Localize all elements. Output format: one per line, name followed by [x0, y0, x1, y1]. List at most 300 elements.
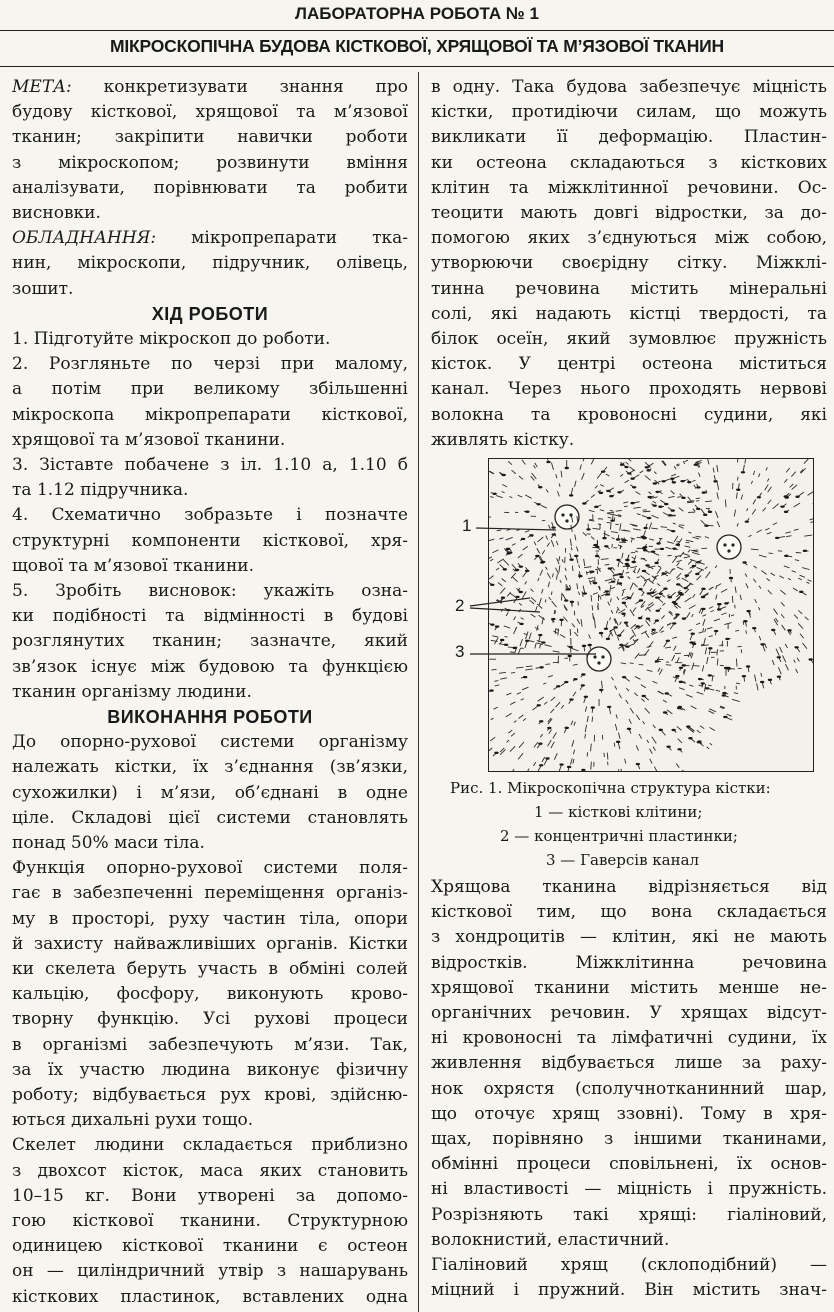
osteocyte-process [641, 558, 645, 559]
osteocyte-process [621, 769, 622, 772]
osteocyte-process [677, 726, 682, 730]
bone-cell [643, 546, 647, 548]
osteocyte-process [709, 636, 713, 637]
bone-cell [671, 530, 675, 532]
osteocyte-process [620, 523, 621, 530]
bone-cell [708, 674, 712, 676]
bone-cell [646, 617, 650, 619]
osteocyte-process [506, 612, 508, 616]
osteocyte-process [715, 565, 717, 568]
osteocyte-process [605, 579, 612, 581]
bone-cell [564, 599, 568, 601]
text-line: структурні компоненти кісткової, хря- [12, 530, 408, 551]
osteocyte-process [708, 459, 709, 464]
osteocyte-process [659, 626, 663, 631]
osteocyte-process [597, 472, 602, 478]
osteocyte-process [525, 495, 532, 498]
osteocyte-process [551, 742, 554, 748]
bone-cell [671, 729, 675, 731]
bone-cell [768, 679, 772, 681]
osteocyte-process [575, 535, 576, 541]
osteocyte-process [807, 580, 811, 582]
osteocyte-process [546, 489, 548, 492]
osteocyte-process [639, 734, 642, 739]
osteocyte-process [610, 617, 611, 620]
osteocyte-process [545, 567, 547, 570]
osteocyte-process [692, 552, 699, 554]
osteocyte-process [667, 594, 669, 596]
osteocyte-process [601, 681, 602, 688]
osteocyte-process [511, 733, 515, 736]
osteocyte-process [705, 536, 709, 538]
bone-cell [584, 696, 588, 698]
osteocyte-process [544, 702, 547, 705]
osteocyte-process [717, 658, 718, 665]
osteocyte-process [556, 568, 559, 574]
osteocyte-process [678, 739, 682, 743]
osteocyte-process [578, 601, 579, 605]
bone-cell [539, 720, 543, 722]
bone-cell [642, 695, 646, 697]
osteocyte-process [585, 734, 586, 739]
bone-cell [567, 766, 571, 768]
osteocyte-process [660, 527, 666, 528]
osteocyte-process [767, 479, 769, 482]
canal-detail [593, 655, 596, 658]
osteocyte-process [591, 459, 594, 464]
text-line: а потім при великому збільшенні [12, 379, 408, 400]
osteocyte-process [537, 548, 540, 553]
bone-cell [698, 678, 702, 680]
lab-subtitle: МІКРОСКОПІЧНА БУДОВА КІСТКОВОЇ, ХРЯЩОВОЇ ТА М’ЯЗОВОЇ ТКАНИН [109, 36, 724, 56]
osteocyte-process [663, 700, 667, 702]
bone-cell [677, 707, 681, 709]
osteocyte-process [667, 580, 670, 582]
text-line: будову кісткової, хрящової та м’язової [12, 102, 408, 123]
bone-cell [643, 527, 647, 529]
osteocyte-process [677, 560, 682, 561]
osteocyte-process [630, 708, 633, 713]
osteocyte-process [535, 643, 536, 648]
bone-cell [722, 692, 726, 694]
text-line: 1. Підготуйте мікроскоп до роботи. [12, 329, 331, 349]
osteocyte-process [556, 474, 557, 478]
bone-cell [645, 466, 649, 468]
bone-cell [605, 590, 609, 592]
osteocyte-process [531, 614, 536, 617]
osteocyte-process [707, 657, 708, 664]
osteocyte-process [628, 577, 630, 579]
bone-cell [746, 665, 750, 667]
bone-cell [599, 632, 603, 634]
osteocyte-process [752, 509, 756, 514]
bone-cell [564, 681, 568, 683]
bone-cell [569, 494, 573, 496]
osteocyte-process [768, 487, 772, 493]
osteocyte-process [616, 609, 617, 613]
osteocyte-process [712, 676, 713, 681]
osteocyte-process [630, 583, 633, 590]
osteocyte-process [694, 485, 696, 489]
osteocyte-process [573, 750, 574, 754]
bone-cell [703, 514, 707, 516]
bone-cell [665, 692, 669, 694]
osteocyte-process [716, 595, 717, 600]
bone-cell [636, 763, 640, 765]
bone-cell [610, 519, 614, 521]
osteocyte-process [499, 672, 506, 673]
osteocyte-process [708, 685, 712, 686]
osteocyte-process [658, 691, 664, 694]
osteocyte-process [579, 565, 580, 568]
osteocyte-process [624, 506, 628, 507]
osteocyte-process [575, 481, 577, 487]
canal-detail [727, 549, 730, 552]
osteocyte-process [593, 528, 601, 529]
osteocyte-process [633, 529, 641, 530]
osteocyte-process [524, 633, 527, 634]
osteocyte-process [780, 590, 785, 594]
bone-cell [521, 538, 525, 540]
osteocyte-process [636, 715, 640, 720]
osteocyte-process [600, 485, 604, 487]
osteocyte-process [518, 648, 520, 654]
osteocyte-process [580, 464, 581, 469]
osteocyte-process [589, 510, 595, 511]
osteocyte-process [551, 463, 553, 470]
osteocyte-process [696, 498, 700, 499]
osteocyte-process [551, 697, 555, 701]
osteocyte-process [564, 605, 568, 611]
osteocyte-process [721, 613, 726, 615]
osteocyte-process [585, 725, 586, 732]
osteocyte-process [788, 578, 791, 579]
bone-cell [680, 480, 684, 482]
bone-cell [745, 520, 749, 522]
osteocyte-process [797, 658, 799, 662]
text-line: ОБЛАДНАННЯ: мікропрепарати тка- [12, 228, 408, 249]
osteocyte-process [692, 480, 695, 481]
osteocyte-process [667, 710, 672, 714]
title-rule [0, 30, 834, 31]
bone-cell [708, 647, 712, 649]
osteocyte-process [555, 628, 556, 633]
text-line: кісткових пластинок, вставлених одна [12, 1286, 408, 1307]
osteocyte-process [542, 589, 543, 593]
text-line: помогою яких з’єднуються між собою, [431, 228, 827, 249]
osteocyte-process [616, 510, 622, 511]
bone-cell [489, 689, 493, 691]
figure-legend-3: 3 — Гаверсів канал [546, 851, 700, 869]
text-line: органічних речовин. У хрящах відсут- [431, 1003, 827, 1023]
osteocyte-process [651, 515, 658, 518]
bone-cell [568, 655, 572, 657]
bone-cell [495, 625, 499, 627]
osteocyte-process [601, 559, 609, 560]
bone-cell [606, 638, 610, 640]
osteocyte-process [798, 610, 802, 614]
osteocyte-process [759, 636, 760, 640]
bone-cell [504, 644, 508, 646]
osteocyte-process [519, 742, 524, 748]
osteocyte-process [489, 748, 492, 752]
osteocyte-process [688, 560, 692, 565]
osteocyte-process [665, 547, 671, 549]
osteocyte-process [547, 543, 550, 547]
osteocyte-process [583, 459, 584, 461]
osteocyte-process [592, 605, 593, 610]
bone-cell [616, 559, 620, 561]
canal-detail [597, 661, 600, 664]
osteocyte-process [713, 468, 714, 473]
osteocyte-process [610, 585, 611, 593]
text-line: в одну. Така будова забезпечує міцність [431, 77, 827, 97]
bone-cell [551, 526, 555, 528]
bone-cell [569, 698, 573, 700]
text-line: та 1.12 підручника. [12, 480, 189, 501]
osteocyte-process [540, 570, 543, 576]
bone-cell [701, 588, 705, 590]
osteocyte-process [593, 613, 594, 619]
bone-cell [539, 666, 543, 668]
osteocyte-process [691, 550, 698, 551]
bone-cell [625, 645, 629, 647]
osteocyte-process [685, 597, 692, 601]
osteocyte-process [633, 639, 635, 642]
osteocyte-process [522, 687, 528, 690]
figure-legend-2: 2 — концентричні пластинки; [500, 827, 738, 845]
bone-cell [722, 694, 726, 696]
osteocyte-process [548, 582, 549, 587]
bone-cell [760, 681, 764, 683]
osteocyte-process [510, 593, 516, 598]
osteocyte-process [634, 568, 635, 572]
osteocyte-process [560, 580, 561, 583]
text-line: клітин та міжклітинної речовини. Ос- [431, 177, 827, 198]
text-line: одиницею кісткової тканини є остеон [12, 1236, 408, 1257]
osteocyte-process [772, 660, 774, 665]
bone-cell [609, 495, 613, 497]
osteocyte-process [810, 522, 813, 523]
osteocyte-process [549, 730, 552, 734]
text-line: он — циліндричний утвір з нашарувань [12, 1261, 408, 1282]
osteocyte-process [810, 519, 814, 520]
osteocyte-process [525, 769, 529, 772]
osteocyte-process [650, 749, 653, 754]
bone-cell [588, 644, 592, 646]
osteocyte-process [792, 485, 797, 490]
osteocyte-process [683, 461, 685, 464]
osteocyte-process [759, 586, 761, 589]
osteocyte-process [492, 636, 498, 637]
osteocyte-process [658, 668, 660, 672]
bone-cell [672, 622, 676, 624]
bone-cell [659, 729, 663, 731]
osteocyte-process [676, 573, 681, 578]
osteocyte-process [514, 616, 516, 620]
text-line: викликати її деформацію. Пластин- [431, 127, 827, 148]
text-line: кістки, протидіючи силам, що можуть [431, 102, 827, 123]
bone-cell [651, 629, 655, 631]
bone-cell [513, 647, 517, 649]
osteocyte-process [594, 617, 596, 623]
osteocyte-process [697, 576, 701, 581]
text-line: кісткової тим, що вона складається [431, 902, 827, 923]
osteocyte-process [493, 707, 497, 709]
text-line: Гіаліновий хрящ (склоподібний) — [431, 1255, 827, 1275]
text-line: кісток. У центрі остеона міститься [431, 354, 827, 375]
osteocyte-process [703, 628, 704, 631]
text-line: ки остеона складаються з кісткових [431, 152, 827, 173]
osteocyte-process [540, 644, 541, 648]
osteocyte-process [689, 605, 696, 609]
osteocyte-process [657, 568, 661, 574]
text-line: Розрізняють такі хрящі: гіаліновий, [431, 1204, 827, 1225]
osteocyte-process [697, 692, 704, 694]
osteocyte-process [793, 588, 798, 591]
bone-cell [746, 610, 750, 612]
osteocyte-process [674, 536, 678, 542]
bone-cell [619, 576, 623, 578]
osteocyte-process [615, 686, 617, 690]
text-line: Скелет людини складається приблизно [12, 1135, 408, 1156]
osteocyte-process [522, 592, 526, 599]
bone-cell [741, 471, 745, 473]
bone-cell [663, 588, 667, 590]
osteocyte-process [520, 639, 523, 646]
osteocyte-process [754, 674, 755, 681]
osteocyte-process [498, 583, 503, 586]
text-line: обмінні процеси сповільнені, їх основ- [431, 1154, 827, 1175]
bone-cell [680, 593, 684, 595]
osteocyte-process [521, 618, 524, 620]
bone-cell [519, 565, 523, 567]
bone-cell [606, 593, 610, 595]
osteocyte-process [636, 492, 641, 495]
osteocyte-process [544, 645, 551, 647]
bone-cell [799, 591, 803, 593]
osteocyte-process [790, 484, 794, 488]
osteocyte-process [634, 693, 637, 696]
osteocyte-process [584, 559, 585, 566]
osteocyte-process [542, 757, 545, 762]
osteocyte-process [549, 597, 551, 600]
osteocyte-process [717, 649, 718, 655]
bone-cell [724, 602, 728, 604]
canal-detail [565, 519, 568, 522]
osteocyte-process [671, 474, 676, 476]
osteocyte-process [737, 459, 738, 462]
bone-cell [651, 551, 655, 553]
osteocyte-process [559, 565, 560, 572]
bone-cell [664, 503, 668, 505]
osteocyte-process [618, 769, 619, 772]
osteocyte-process [492, 550, 498, 553]
text-line: 5. Зробіть висновок: укажіть озна- [12, 581, 408, 601]
osteocyte-process [591, 744, 592, 752]
osteocyte-process [630, 624, 635, 628]
osteocyte-process [489, 576, 493, 579]
osteocyte-process [606, 474, 610, 476]
osteocyte-process [650, 588, 652, 591]
bone-cell [646, 469, 650, 471]
osteocyte-process [551, 592, 552, 595]
osteocyte-process [803, 643, 807, 649]
text-line: 2. Розгляньте по черзі при малому, [12, 354, 408, 375]
osteocyte-process [561, 471, 562, 477]
osteocyte-process [600, 510, 604, 511]
osteocyte-process [591, 762, 592, 770]
osteocyte-process [674, 605, 678, 608]
osteocyte-process [680, 552, 684, 557]
osteocyte-process [709, 587, 713, 590]
osteocyte-process [591, 595, 592, 602]
osteocyte-process [531, 476, 535, 480]
osteocyte-process [518, 495, 522, 497]
osteocyte-process [707, 627, 713, 629]
osteocyte-process [530, 600, 535, 604]
bone-cell [752, 627, 756, 629]
osteocyte-process [758, 473, 759, 477]
osteocyte-process [556, 574, 557, 579]
osteocyte-process [756, 530, 761, 533]
osteocyte-process [542, 520, 545, 521]
text-line: зошит. [12, 278, 74, 299]
osteocyte-process [572, 740, 574, 747]
osteocyte-process [611, 538, 614, 539]
bone-cell [503, 568, 507, 570]
osteocyte-process [557, 558, 559, 564]
bone-cell [616, 538, 620, 540]
osteocyte-process [671, 490, 675, 494]
text-line: понад 50% маси тіла. [12, 833, 205, 853]
osteocyte-process [727, 714, 732, 716]
text-line: 4. Схематично зобразьте і позначте [12, 505, 408, 526]
osteocyte-process [555, 533, 556, 537]
bone-cell [663, 711, 667, 713]
bone-cell [581, 684, 585, 686]
osteocyte-process [687, 502, 694, 503]
text-line: тинна речовина містить мінеральні [431, 278, 827, 299]
osteocyte-process [765, 484, 769, 490]
bone-cell [771, 629, 775, 631]
osteocyte-process [768, 590, 772, 594]
osteocyte-process [687, 612, 690, 617]
osteocyte-process [657, 584, 660, 586]
osteocyte-process [512, 470, 516, 474]
haversian-canal [555, 505, 579, 529]
osteocyte-process [641, 576, 646, 580]
text-line: канал. Через нього проходять нервові [431, 379, 827, 400]
osteocyte-process [705, 629, 706, 632]
bone-cell [545, 757, 549, 759]
bone-cell [705, 687, 709, 689]
osteocyte-process [613, 577, 615, 580]
osteocyte-process [560, 635, 565, 638]
text-line: ки скелета беруть участь в обміні солей [12, 959, 408, 979]
osteocyte-process [496, 496, 503, 498]
bone-cell [681, 497, 685, 499]
osteocyte-process [557, 491, 559, 496]
text-line: ні властивості — міцність і пружність. [431, 1179, 827, 1200]
osteocyte-process [754, 566, 757, 568]
text-line: розглянутих тканин; зазначте, який [12, 631, 408, 652]
bone-cell [604, 545, 608, 547]
osteocyte-process [529, 633, 531, 640]
bone-cell [729, 577, 733, 579]
osteocyte-process [626, 572, 629, 573]
bone-cell [808, 658, 812, 660]
